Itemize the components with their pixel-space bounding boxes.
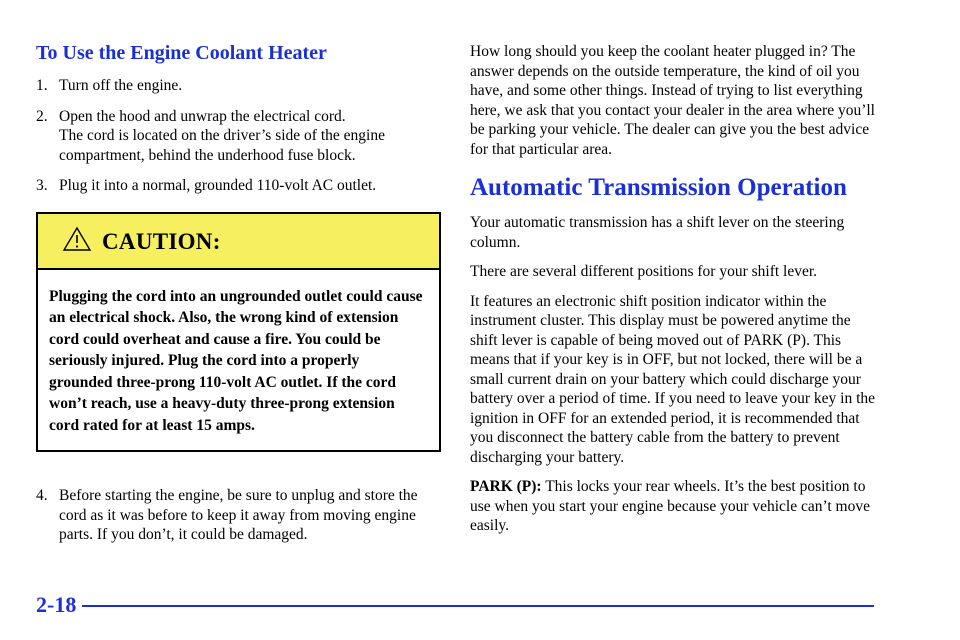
step-subtext: The cord is located on the driver’s side of the engine compartment, behind the underhood fuse block. — [59, 127, 385, 164]
body-paragraph: There are several different positions for your shift lever. — [470, 263, 818, 280]
step-text: Open the hood and unwrap the electrical cord. — [59, 107, 346, 125]
step-text: Turn off the engine. — [59, 77, 183, 94]
section-heading-transmission: Automatic Transmission Operation — [470, 174, 847, 201]
step-3 — [36, 176, 441, 196]
caution-text: Plugging the cord into an ungrounded outlet could cause an electrical shock. Also, the wrong kind of extension cord could overheat and cause a fire. You could be seriously injured. Plug the cord into a properly grounded three‑prong 110‑volt AC outlet. If the cord won’t reach, use a heavy‑duty three‑prong extension cord rated for at least 15 amps. — [49, 287, 423, 434]
step-4 — [36, 486, 441, 545]
left-column — [36, 40, 441, 556]
caution-title: CAUTION: — [102, 228, 221, 254]
body-paragraph: It features an electronic shift position indicator within the instrument cluster. This display must be powered anytime the shift lever is capable of being moved out of PARK (P). This means that if your key is in OFF, but not locked, there will be a small current drain on your battery which could discharge your battery over a period of time. If you need to leave your key in the ignition in OFF for an extended period, it is recommended that you disconnect the battery cable from the battery to prevent discharging your battery. — [470, 292, 876, 466]
step-number: 3. — [36, 177, 48, 194]
step-2 — [36, 107, 441, 166]
step-number: 4. — [36, 487, 48, 504]
page-number: 2-18 — [36, 592, 77, 617]
caution-box — [36, 212, 441, 453]
caution-header — [38, 214, 439, 270]
park-paragraph — [470, 477, 880, 536]
park-text: This locks your rear wheels. It’s the best position to use when you start your engine because your vehicle can’t move easily. — [470, 478, 870, 534]
step-1 — [36, 76, 441, 96]
step-text: Before starting the engine, be sure to unplug and store the cord as it was before to keep it away from moving engine parts. If you don’t, it could be damaged. — [59, 487, 418, 543]
body-paragraph: Your automatic transmission has a shift lever on the steering column. — [470, 214, 845, 251]
footer-rule — [82, 605, 874, 607]
coolant-heater-duration-paragraph: How long should you keep the coolant heater plugged in? The answer depends on the outside temperature, the kind of oil you have, and some other things. Instead of trying to list everything here, we ask that you contact your dealer in the area where you’ll be parking your vehicle. The dealer can give you the best advice for that particular area. — [470, 43, 875, 158]
step-number: 1. — [36, 77, 48, 94]
warning-triangle-icon — [62, 226, 92, 252]
step-number: 2. — [36, 107, 48, 125]
section-heading-coolant-heater: To Use the Engine Coolant Heater — [36, 42, 327, 64]
step-text: Plug it into a normal, grounded 110‑volt AC outlet. — [59, 177, 377, 194]
right-column — [470, 42, 880, 546]
park-label: PARK (P): — [470, 478, 542, 495]
